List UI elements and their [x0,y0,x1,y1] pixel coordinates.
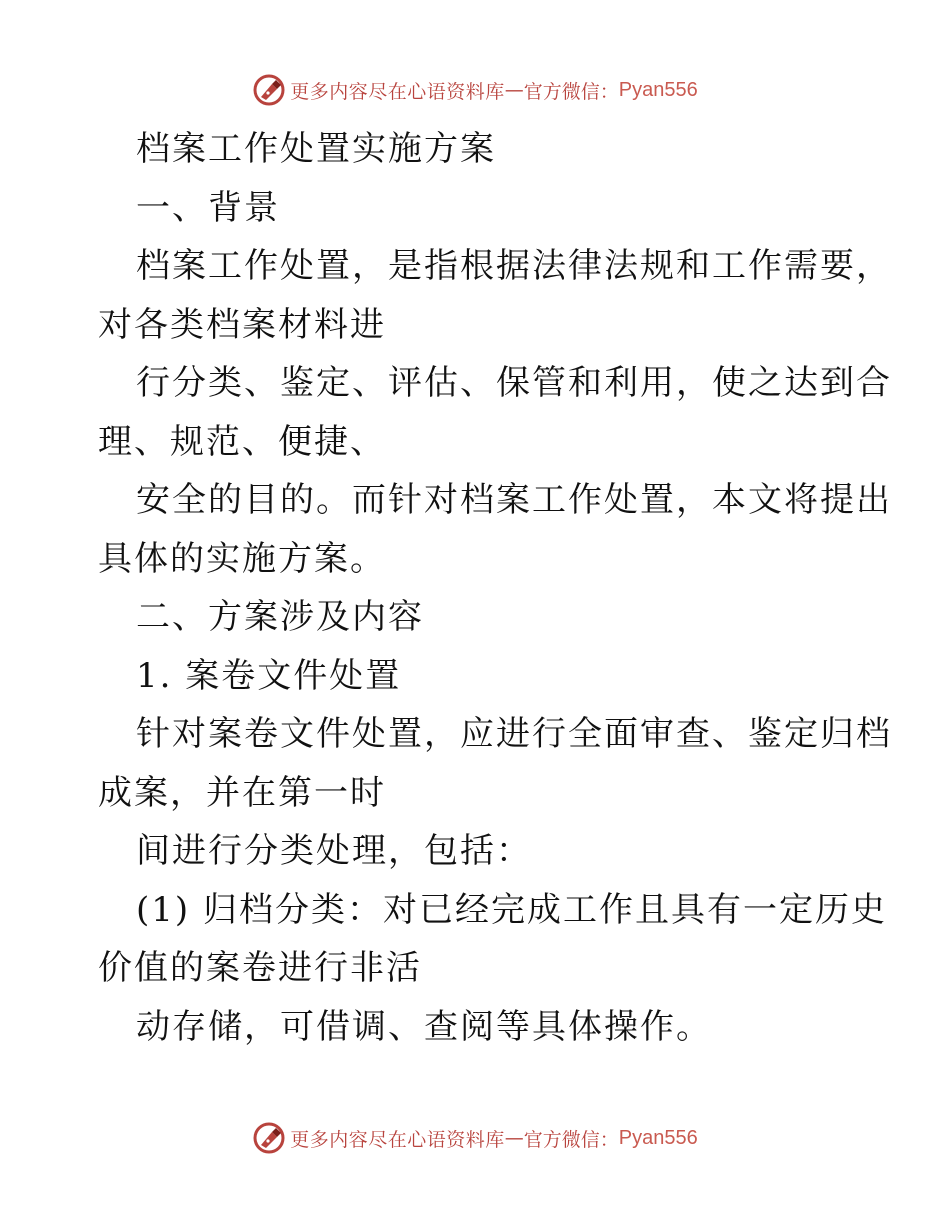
banner-separator: — [504,1127,524,1149]
paragraph-line: 对各类档案材料进 [98,304,386,345]
banner-separator: — [504,79,524,101]
subsection-heading: 1. 案卷文件处置 [136,655,402,696]
header-banner [0,70,950,110]
document-body [98,120,892,1056]
banner-main-text: 更多内容尽在心语资料库 [290,1128,505,1151]
pen-nib-logo-icon [252,1121,286,1155]
paragraph-line: 间进行分类处理，包括： [136,831,532,871]
paragraph-line: 行分类、鉴定、评估、保管和利用，使之达到合 [136,363,892,403]
list-item-line: (1) 归档分类：对已经完成工作且具有一定历史 [136,889,887,930]
paragraph-line: 具体的实施方案。 [98,538,386,579]
paragraph-line: 成案，并在第一时 [98,772,386,813]
banner-wechat-id: Pyan556 [618,1126,698,1149]
section-heading-background: 一、背景 [136,187,280,228]
paragraph-line: 安全的目的。而针对档案工作处置，本文将提出 [136,480,892,520]
banner-wechat-label: 官方微信： [523,1128,619,1151]
pen-nib-logo-icon [252,73,286,107]
list-item-line: 动存储，可借调、查阅等具体操作。 [136,1006,712,1047]
list-item-line: 价值的案卷进行非活 [98,948,422,988]
paragraph-line: 针对案卷文件处置，应进行全面审查、鉴定归档 [136,714,892,754]
banner-main-text: 更多内容尽在心语资料库 [290,80,505,103]
paragraph-line: 理、规范、便捷、 [98,421,386,462]
paragraph-line: 档案工作处置，是指根据法律法规和工作需要， [136,246,892,286]
footer-banner [0,1118,950,1158]
banner-wechat-id: Pyan556 [618,78,698,101]
banner-wechat-label: 官方微信： [523,80,619,103]
section-heading-content: 二、方案涉及内容 [136,597,424,637]
document-title: 档案工作处置实施方案 [136,129,496,169]
